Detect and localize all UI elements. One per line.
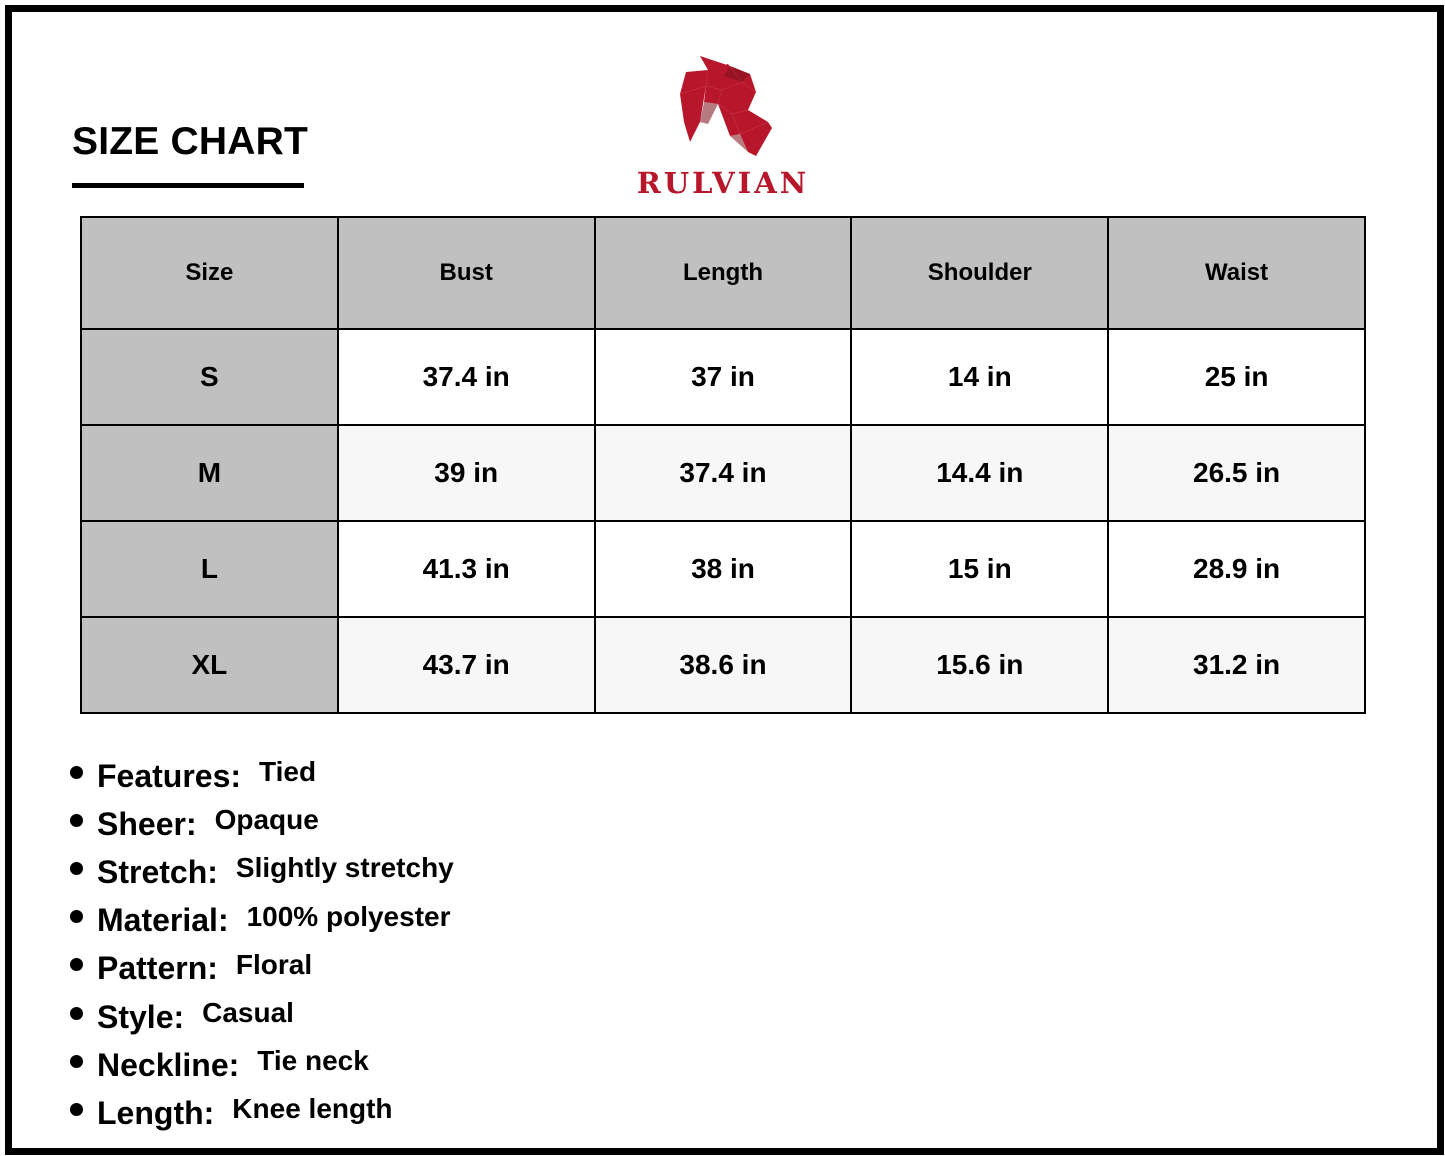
shoulder-cell: 14.4 in	[851, 425, 1108, 521]
list-item	[70, 800, 454, 848]
table-row	[81, 425, 1365, 521]
feature-label: Sheer:	[97, 805, 197, 842]
list-item	[70, 848, 454, 896]
bullet-dot-icon	[70, 862, 83, 875]
length-cell: 38 in	[595, 521, 852, 617]
feature-value: Tie neck	[257, 1045, 369, 1077]
list-item	[70, 1041, 454, 1089]
feature-label: Pattern:	[97, 950, 218, 987]
size-cell: L	[81, 521, 338, 617]
list-item	[70, 752, 454, 800]
col-header-shoulder: Shoulder	[851, 217, 1108, 329]
waist-cell: 28.9 in	[1108, 521, 1365, 617]
feature-label: Material:	[97, 902, 229, 939]
list-item	[70, 945, 454, 993]
bust-cell: 37.4 in	[338, 329, 595, 425]
bullet-dot-icon	[70, 910, 83, 923]
bullet-dot-icon	[70, 1007, 83, 1020]
feature-list	[70, 752, 454, 1138]
waist-cell: 25 in	[1108, 329, 1365, 425]
feature-value: 100% polyester	[246, 900, 451, 932]
feature-label: Neckline:	[97, 1046, 240, 1083]
bullet-dot-icon	[70, 814, 83, 827]
table-header-row	[81, 217, 1365, 329]
feature-label: Stretch:	[97, 853, 218, 890]
waist-cell: 31.2 in	[1108, 617, 1365, 713]
table-row	[81, 617, 1365, 713]
bust-cell: 43.7 in	[338, 617, 595, 713]
shoulder-cell: 14 in	[851, 329, 1108, 425]
feature-value: Knee length	[232, 1093, 393, 1125]
list-item	[70, 897, 454, 945]
shoulder-cell: 15 in	[851, 521, 1108, 617]
bullet-dot-icon	[70, 1103, 83, 1116]
col-header-length: Length	[595, 217, 852, 329]
feature-value: Opaque	[214, 804, 319, 836]
size-cell: XL	[81, 617, 338, 713]
bullet-dot-icon	[70, 766, 83, 779]
shoulder-cell: 15.6 in	[851, 617, 1108, 713]
length-cell: 38.6 in	[595, 617, 852, 713]
col-header-bust: Bust	[338, 217, 595, 329]
table-row	[81, 329, 1365, 425]
bust-cell: 41.3 in	[338, 521, 595, 617]
brand-name: RULVIAN	[636, 166, 810, 200]
feature-value: Casual	[202, 997, 294, 1029]
table-row	[81, 521, 1365, 617]
list-item	[70, 993, 454, 1041]
r-monogram-logo-icon	[678, 52, 774, 160]
feature-label: Features:	[97, 757, 242, 794]
page-title: SIZE CHART	[72, 120, 308, 163]
feature-label: Style:	[97, 998, 185, 1035]
size-cell: M	[81, 425, 338, 521]
title-underline	[72, 183, 304, 188]
feature-value: Tied	[259, 756, 317, 788]
brand-logo	[620, 50, 830, 200]
bullet-dot-icon	[70, 958, 83, 971]
size-table	[80, 216, 1366, 714]
bullet-dot-icon	[70, 1055, 83, 1068]
feature-value: Slightly stretchy	[235, 852, 454, 884]
col-header-size: Size	[81, 217, 338, 329]
waist-cell: 26.5 in	[1108, 425, 1365, 521]
length-cell: 37.4 in	[595, 425, 852, 521]
list-item	[70, 1089, 454, 1137]
feature-value: Floral	[235, 948, 313, 980]
bust-cell: 39 in	[338, 425, 595, 521]
size-cell: S	[81, 329, 338, 425]
feature-label: Length:	[97, 1094, 215, 1131]
length-cell: 37 in	[595, 329, 852, 425]
col-header-waist: Waist	[1108, 217, 1365, 329]
